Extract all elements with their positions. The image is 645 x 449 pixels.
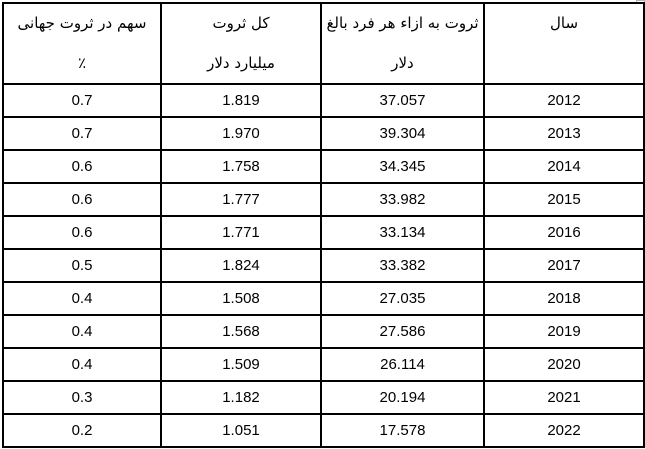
cell-wealth-per-adult[interactable]: 20.194: [321, 381, 484, 414]
cell-year[interactable]: 2021: [484, 381, 644, 414]
header-total-wealth-unit: میلیارد دلار: [207, 54, 275, 72]
header-wealth-per-adult-label: ثروت به ازاء هر فرد بالغ: [326, 14, 479, 32]
cell-wealth-per-adult[interactable]: 39.304: [321, 117, 484, 150]
cell-global-share[interactable]: 0.2: [3, 414, 161, 447]
cell-year[interactable]: 2014: [484, 150, 644, 183]
cell-year[interactable]: 2022: [484, 414, 644, 447]
cell-total-wealth[interactable]: 1.508: [161, 282, 321, 315]
cell-wealth-per-adult[interactable]: 33.982: [321, 183, 484, 216]
cell-total-wealth[interactable]: 1.568: [161, 315, 321, 348]
cell-year[interactable]: 2012: [484, 84, 644, 117]
cell-total-wealth[interactable]: 1.970: [161, 117, 321, 150]
cell-year[interactable]: 2017: [484, 249, 644, 282]
cell-year[interactable]: 2015: [484, 183, 644, 216]
table-row: [3, 249, 644, 282]
cell-wealth-per-adult[interactable]: 26.114: [321, 348, 484, 381]
table-row: [3, 348, 644, 381]
cell-global-share[interactable]: 0.6: [3, 216, 161, 249]
table-row: [3, 117, 644, 150]
cell-wealth-per-adult[interactable]: 27.035: [321, 282, 484, 315]
cell-wealth-per-adult[interactable]: 37.057: [321, 84, 484, 117]
cell-global-share[interactable]: 0.4: [3, 315, 161, 348]
wealth-table: [2, 2, 645, 448]
header-global-share[interactable]: [3, 3, 161, 84]
cell-total-wealth[interactable]: 1.819: [161, 84, 321, 117]
cell-global-share[interactable]: 0.4: [3, 348, 161, 381]
table-row: [3, 150, 644, 183]
header-wealth-per-adult[interactable]: [321, 3, 484, 84]
cell-total-wealth[interactable]: 1.509: [161, 348, 321, 381]
cell-total-wealth[interactable]: 1.182: [161, 381, 321, 414]
header-total-wealth-label: کل ثروت: [212, 14, 270, 32]
cell-global-share[interactable]: 0.7: [3, 84, 161, 117]
cell-global-share[interactable]: 0.5: [3, 249, 161, 282]
header-wealth-per-adult-unit: دلار: [391, 54, 414, 72]
cell-total-wealth[interactable]: 1.771: [161, 216, 321, 249]
cell-year[interactable]: 2016: [484, 216, 644, 249]
header-global-share-label: سهم در ثروت جهانی: [17, 14, 147, 32]
header-row: [3, 3, 644, 84]
percent-sign: ٪: [77, 54, 87, 72]
cell-wealth-per-adult[interactable]: 17.578: [321, 414, 484, 447]
cell-global-share[interactable]: 0.3: [3, 381, 161, 414]
cell-year[interactable]: 2020: [484, 348, 644, 381]
cell-total-wealth[interactable]: 1.051: [161, 414, 321, 447]
header-total-wealth[interactable]: [161, 3, 321, 84]
header-year[interactable]: [484, 3, 644, 84]
table-row: [3, 282, 644, 315]
cell-year[interactable]: 2018: [484, 282, 644, 315]
cell-total-wealth[interactable]: 1.824: [161, 249, 321, 282]
cell-total-wealth[interactable]: 1.758: [161, 150, 321, 183]
cell-year[interactable]: 2019: [484, 315, 644, 348]
cell-global-share[interactable]: 0.7: [3, 117, 161, 150]
cell-wealth-per-adult[interactable]: 33.134: [321, 216, 484, 249]
cell-total-wealth[interactable]: 1.777: [161, 183, 321, 216]
table-row: [3, 216, 644, 249]
cell-wealth-per-adult[interactable]: 34.345: [321, 150, 484, 183]
cell-global-share[interactable]: 0.6: [3, 150, 161, 183]
cell-wealth-per-adult[interactable]: 27.586: [321, 315, 484, 348]
header-year-label: سال: [549, 14, 579, 32]
table-row: [3, 315, 644, 348]
cell-global-share[interactable]: 0.6: [3, 183, 161, 216]
cell-year[interactable]: 2013: [484, 117, 644, 150]
table-row: [3, 414, 644, 447]
cell-wealth-per-adult[interactable]: 33.382: [321, 249, 484, 282]
cell-global-share[interactable]: 0.4: [3, 282, 161, 315]
table-row: [3, 183, 644, 216]
table-row: [3, 84, 644, 117]
table-row: [3, 381, 644, 414]
